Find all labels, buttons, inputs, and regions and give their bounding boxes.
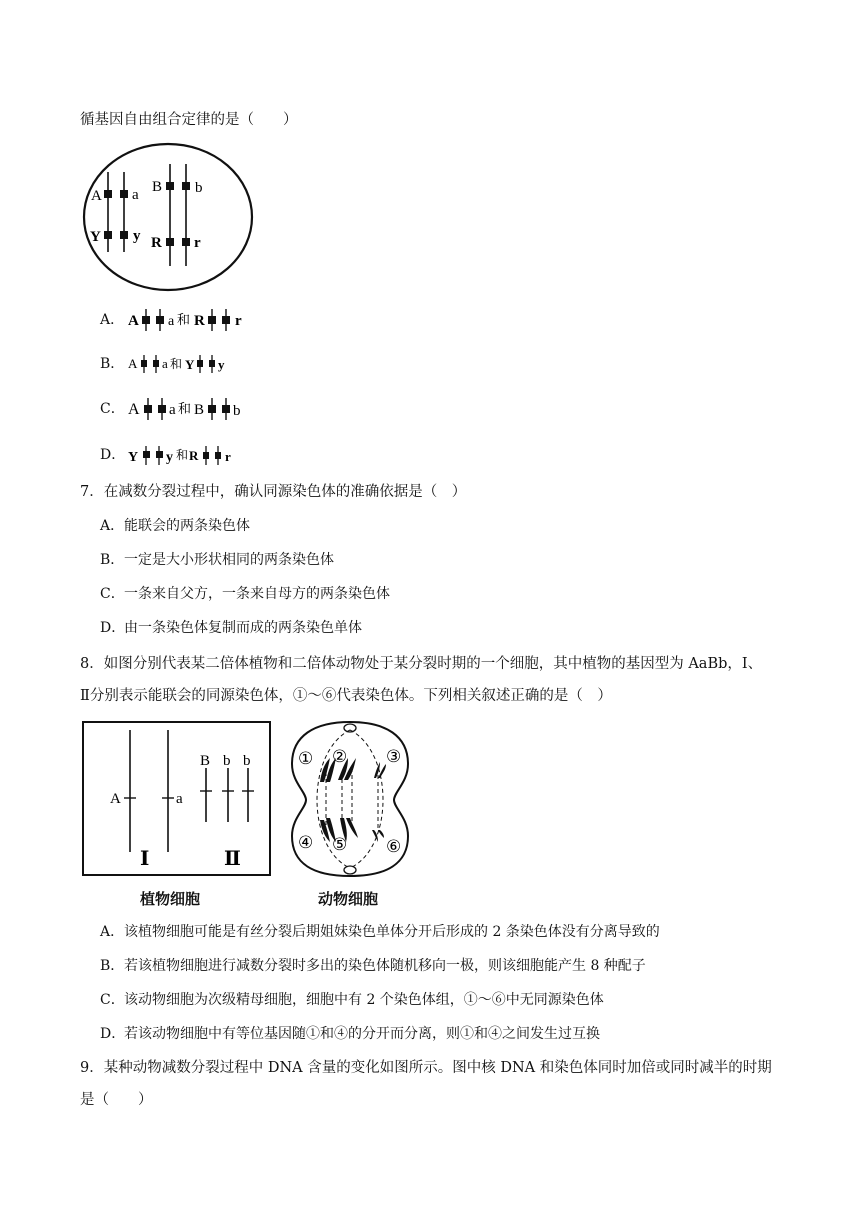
roman-numeral-2: Ⅱ	[224, 848, 241, 870]
plant-label-A: A	[110, 791, 121, 807]
gene-label: R	[189, 448, 199, 463]
gene-label: b	[233, 403, 241, 419]
question-6-stem-tail: 循基因自由组合定律的是（ ）	[80, 112, 298, 128]
gene-label: a	[162, 356, 169, 371]
plant-label-a: a	[176, 791, 183, 807]
gene-label: Y	[185, 357, 195, 372]
option-letter: A．	[100, 924, 125, 940]
gene-label: A	[128, 356, 138, 371]
question-7-option-c[interactable]	[100, 584, 390, 604]
option-letter: C．	[100, 992, 125, 1008]
chromosome-number: ⑤	[332, 835, 348, 854]
question-8-option-a[interactable]	[100, 922, 660, 942]
plant-label-b: b	[223, 753, 231, 769]
cell-label-R: R	[151, 235, 162, 251]
animal-cell-caption: 动物细胞	[318, 890, 379, 908]
option-text: 该植物细胞可能是有丝分裂后期姐妹染色单体分开后形成的 2 条染色体没有分离导致的	[124, 924, 660, 940]
plant-label-B: B	[200, 753, 211, 769]
question-9-stem-line2: 是（ ）	[80, 1092, 153, 1108]
option-text: 能联会的两条染色体	[124, 518, 250, 534]
question-8-option-d[interactable]	[100, 1024, 600, 1044]
chromosome-number: ①	[298, 749, 314, 768]
chromosome-number: ⑥	[386, 837, 402, 856]
cell-label-Y: Y	[90, 229, 101, 245]
question-7-option-a[interactable]	[100, 516, 250, 536]
cell-label-y: y	[133, 228, 141, 244]
cell-label-a: a	[132, 187, 139, 203]
gene-label: r	[235, 313, 243, 329]
gene-label: R	[194, 313, 206, 329]
option-letter: B．	[100, 958, 125, 974]
option-letter: B．	[100, 552, 125, 568]
option-letter: D．	[100, 620, 126, 636]
gene-label: A	[128, 313, 140, 329]
gene-pair-glyph	[128, 353, 268, 375]
gene-label: a	[169, 402, 177, 418]
option-letter: D．	[100, 1026, 126, 1042]
cell-label-B: B	[152, 179, 163, 195]
option-text: 若该植物细胞进行减数分裂时多出的染色体随机移向一极，则该细胞能产生 8 种配子	[124, 958, 646, 974]
question-7-stem: 7．在减数分裂过程中，确认同源染色体的准确依据是（ ）	[80, 484, 467, 500]
animal-cell-diagram	[286, 718, 416, 880]
option-letter: B．	[100, 356, 125, 372]
gene-label: y	[166, 450, 174, 465]
option-letter: A．	[100, 518, 125, 534]
cell-diagram	[82, 142, 254, 292]
option-letter: D．	[100, 447, 126, 463]
option-text: 该动物细胞为次级精母细胞，细胞中有 2 个染色体组，①～⑥中无同源染色体	[124, 992, 604, 1008]
gene-pair-glyph	[128, 309, 268, 331]
plant-cell-diagram	[82, 720, 272, 878]
question-8-option-c[interactable]	[100, 990, 604, 1010]
conj-text: 和	[176, 448, 189, 462]
question-6-option-c[interactable]	[100, 398, 278, 420]
conj-text: 和	[177, 312, 191, 327]
chromosome-number: ②	[332, 747, 348, 766]
option-text: 一条来自父方，一条来自母方的两条染色体	[124, 586, 390, 602]
gene-pair-glyph	[128, 398, 278, 420]
question-8-stem-line2: Ⅱ分别表示能联会的同源染色体，①～⑥代表染色体。下列相关叙述正确的是（ ）	[80, 688, 612, 704]
option-text: 由一条染色体复制而成的两条染色单体	[124, 620, 362, 636]
question-8-option-b[interactable]	[100, 956, 646, 976]
option-text: 若该动物细胞中有等位基因随①和④的分开而分离，则①和④之间发生过互换	[124, 1026, 600, 1042]
roman-numeral-1: Ⅰ	[140, 848, 150, 870]
cell-label-A: A	[91, 188, 102, 204]
option-text: 一定是大小形状相同的两条染色体	[124, 552, 334, 568]
gene-label: A	[128, 401, 141, 418]
chromosome-number: ④	[298, 833, 314, 852]
plant-cell-caption: 植物细胞	[140, 890, 201, 908]
conj-text: 和	[178, 401, 192, 416]
gene-label: y	[218, 357, 225, 372]
question-6-option-d[interactable]	[100, 444, 268, 466]
question-8-stem-line1: 8．如图分别代表某二倍体植物和二倍体动物处于某分裂时期的一个细胞，其中植物的基因型为 AaBb，Ⅰ、	[80, 656, 763, 672]
option-letter: C．	[100, 401, 125, 417]
gene-pair-glyph	[128, 444, 268, 466]
cell-label-r: r	[194, 235, 201, 251]
option-letter: A．	[100, 312, 125, 328]
cell-label-b: b	[195, 180, 203, 196]
question-6-option-b[interactable]	[100, 353, 268, 375]
question-7-option-b[interactable]	[100, 550, 334, 570]
gene-label: a	[168, 314, 175, 329]
question-6-option-a[interactable]	[100, 309, 268, 331]
gene-label: B	[194, 402, 205, 418]
chromosome-number: ③	[386, 747, 402, 766]
plant-label-b: b	[243, 753, 251, 769]
question-7-option-d[interactable]	[100, 618, 362, 638]
option-letter: C．	[100, 586, 125, 602]
conj-text: 和	[170, 357, 183, 371]
gene-label: r	[225, 449, 232, 464]
question-9-stem-line1: 9．某种动物减数分裂过程中 DNA 含量的变化如图所示。图中核 DNA 和染色体同时加倍或同时减半的时期	[80, 1060, 772, 1076]
gene-label: Y	[128, 450, 139, 465]
